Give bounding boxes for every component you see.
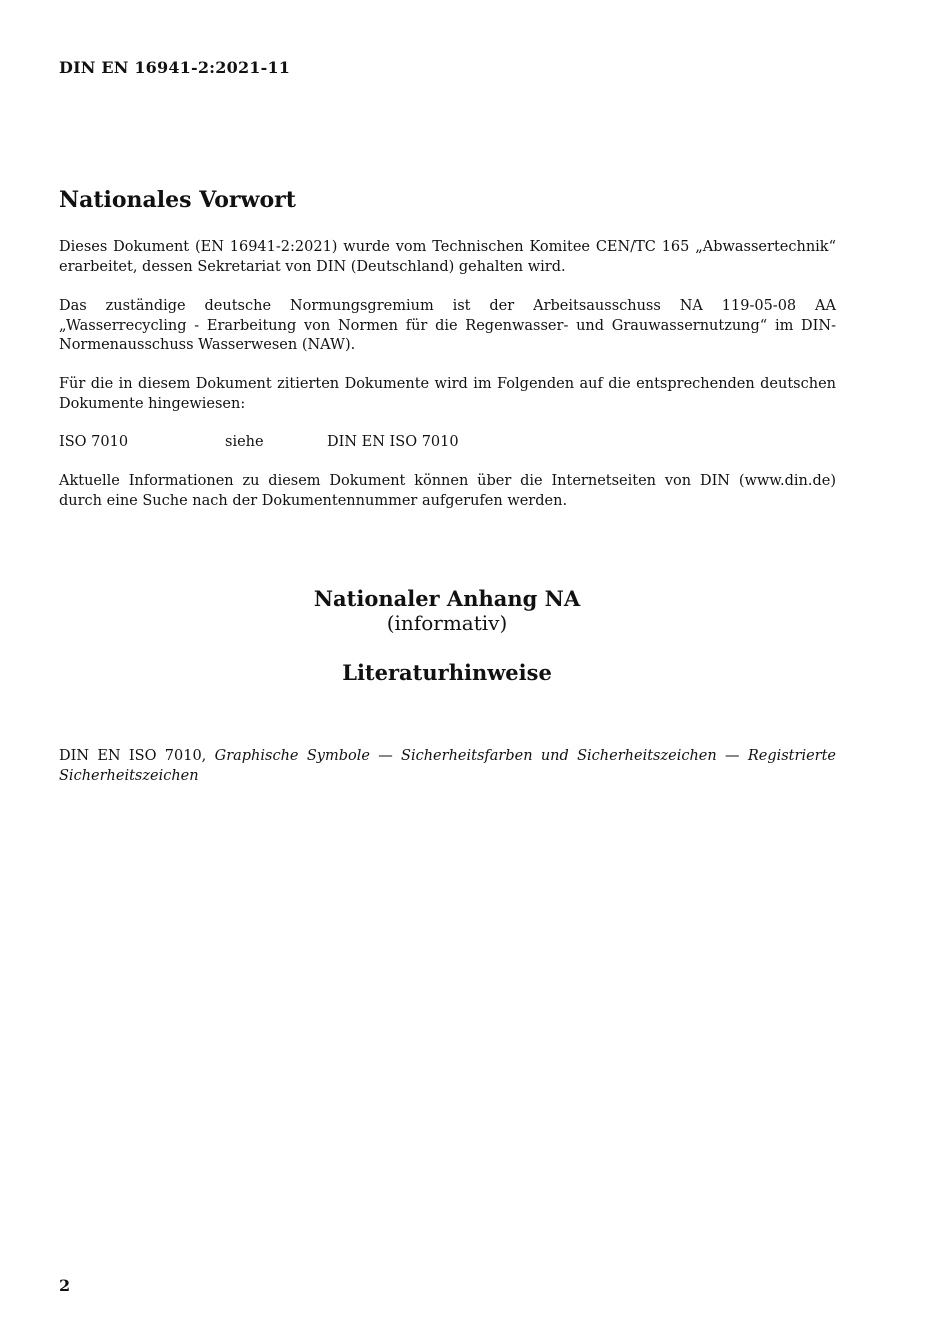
document-identifier: DIN EN 16941-2:2021-11 bbox=[59, 58, 291, 77]
bibliography-title: Literaturhinweise bbox=[342, 660, 552, 685]
foreword-paragraph-3: Für die in diesem Dokument zitierten Dokumente wird im Folgenden auf die entsprechenden deutschen Dokumente hingewiesen: bbox=[59, 376, 836, 412]
foreword-paragraph-2: Das zuständige deutsche Normungsgremium ist der Arbeitsausschuss NA 119-05-08 AA „Wasserrecycling - Erarbeitung von Normen für die Regenwasser- und Grauwassernutzung“ im DIN-Normenausschuss Wasserwesen (NAW). bbox=[59, 298, 836, 353]
foreword-paragraph-1: Dieses Dokument (EN 16941-2:2021) wurde vom Technischen Komitee CEN/TC 165 „Abwassertechnik“ erarbeitet, dessen Sekretariat von DIN (Deutschland) gehalten wird. bbox=[59, 239, 836, 275]
reference-relation: siehe bbox=[225, 434, 264, 450]
bibliography-entry-title: Graphische Symbole — Sicherheitsfarben und Sicherheitszeichen — Registrierte Sicherheitszeichen bbox=[59, 748, 837, 784]
annex-subtitle: (informativ) bbox=[386, 611, 508, 635]
annex-title: Nationaler Anhang NA bbox=[313, 586, 581, 611]
bibliography-ref: DIN EN ISO 7010, bbox=[59, 748, 207, 764]
foreword-paragraph-4: Aktuelle Informationen zu diesem Dokument können über die Internetseiten von DIN (www.din.de) durch eine Suche nach der Dokumentennummer aufgerufen werden. bbox=[59, 473, 836, 509]
reference-mapping-row bbox=[59, 433, 836, 453]
bibliography-entry bbox=[59, 747, 836, 786]
foreword-title: Nationales Vorwort bbox=[59, 187, 296, 213]
page-number: 2 bbox=[59, 1276, 71, 1295]
national-standard: DIN EN ISO 7010 bbox=[327, 434, 459, 450]
cited-standard: ISO 7010 bbox=[59, 434, 129, 450]
